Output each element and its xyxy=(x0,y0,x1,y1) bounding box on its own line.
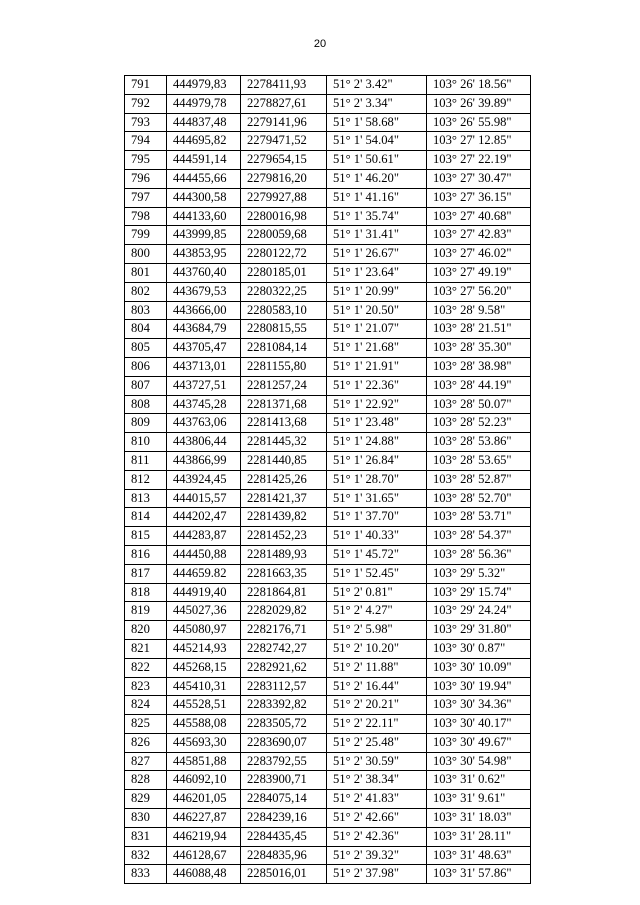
latitude-cell: 51° 2' 30.59" xyxy=(327,752,427,771)
x-coordinate-cell: 443999,85 xyxy=(167,226,241,245)
latitude-cell: 51° 2' 0.81" xyxy=(327,583,427,602)
point-number-cell: 824 xyxy=(125,696,167,715)
table-row xyxy=(125,508,531,527)
y-coordinate-cell: 2278411,93 xyxy=(241,76,327,95)
latitude-cell: 51° 1' 22.36" xyxy=(327,376,427,395)
x-coordinate-cell: 444283,87 xyxy=(167,527,241,546)
x-coordinate-cell: 443684,79 xyxy=(167,320,241,339)
y-coordinate-cell: 2283900,71 xyxy=(241,771,327,790)
longitude-cell: 103° 27' 36.15" xyxy=(427,188,531,207)
table-row xyxy=(125,245,531,264)
y-coordinate-cell: 2280322,25 xyxy=(241,282,327,301)
latitude-cell: 51° 1' 28.70" xyxy=(327,470,427,489)
x-coordinate-cell: 443727,51 xyxy=(167,376,241,395)
point-number-cell: 800 xyxy=(125,245,167,264)
latitude-cell: 51° 1' 31.41" xyxy=(327,226,427,245)
coordinates-table-body xyxy=(125,76,531,884)
y-coordinate-cell: 2279654,15 xyxy=(241,151,327,170)
x-coordinate-cell: 444015,57 xyxy=(167,489,241,508)
table-row xyxy=(125,207,531,226)
y-coordinate-cell: 2281663,35 xyxy=(241,564,327,583)
table-row xyxy=(125,827,531,846)
longitude-cell: 103° 28' 9.58" xyxy=(427,301,531,320)
y-coordinate-cell: 2281864,81 xyxy=(241,583,327,602)
point-number-cell: 805 xyxy=(125,339,167,358)
y-coordinate-cell: 2284075,14 xyxy=(241,790,327,809)
table-row xyxy=(125,846,531,865)
latitude-cell: 51° 2' 38.34" xyxy=(327,771,427,790)
y-coordinate-cell: 2279471,52 xyxy=(241,132,327,151)
point-number-cell: 791 xyxy=(125,76,167,95)
point-number-cell: 810 xyxy=(125,433,167,452)
point-number-cell: 792 xyxy=(125,94,167,113)
longitude-cell: 103° 28' 52.70" xyxy=(427,489,531,508)
longitude-cell: 103° 28' 21.51" xyxy=(427,320,531,339)
table-row xyxy=(125,583,531,602)
point-number-cell: 794 xyxy=(125,132,167,151)
x-coordinate-cell: 443806,44 xyxy=(167,433,241,452)
point-number-cell: 820 xyxy=(125,621,167,640)
x-coordinate-cell: 446219,94 xyxy=(167,827,241,846)
longitude-cell: 103° 28' 38.98" xyxy=(427,357,531,376)
point-number-cell: 813 xyxy=(125,489,167,508)
latitude-cell: 51° 1' 40.33" xyxy=(327,527,427,546)
latitude-cell: 51° 2' 10.20" xyxy=(327,639,427,658)
latitude-cell: 51° 1' 20.99" xyxy=(327,282,427,301)
y-coordinate-cell: 2280059,68 xyxy=(241,226,327,245)
x-coordinate-cell: 444837,48 xyxy=(167,113,241,132)
table-row xyxy=(125,76,531,95)
table-row xyxy=(125,865,531,884)
x-coordinate-cell: 445851,88 xyxy=(167,752,241,771)
latitude-cell: 51° 1' 31.65" xyxy=(327,489,427,508)
x-coordinate-cell: 445410,31 xyxy=(167,677,241,696)
x-coordinate-cell: 443666,00 xyxy=(167,301,241,320)
x-coordinate-cell: 446128,67 xyxy=(167,846,241,865)
table-row xyxy=(125,320,531,339)
point-number-cell: 833 xyxy=(125,865,167,884)
table-row xyxy=(125,564,531,583)
latitude-cell: 51° 1' 52.45" xyxy=(327,564,427,583)
x-coordinate-cell: 446092,10 xyxy=(167,771,241,790)
longitude-cell: 103° 30' 19.94" xyxy=(427,677,531,696)
point-number-cell: 802 xyxy=(125,282,167,301)
x-coordinate-cell: 445693,30 xyxy=(167,733,241,752)
y-coordinate-cell: 2279816,20 xyxy=(241,169,327,188)
x-coordinate-cell: 443866,99 xyxy=(167,451,241,470)
y-coordinate-cell: 2283792,55 xyxy=(241,752,327,771)
longitude-cell: 103° 27' 42.83" xyxy=(427,226,531,245)
table-row xyxy=(125,414,531,433)
point-number-cell: 809 xyxy=(125,414,167,433)
latitude-cell: 51° 2' 11.88" xyxy=(327,658,427,677)
x-coordinate-cell: 445268,15 xyxy=(167,658,241,677)
latitude-cell: 51° 2' 37.98" xyxy=(327,865,427,884)
latitude-cell: 51° 1' 50.61" xyxy=(327,151,427,170)
table-row xyxy=(125,395,531,414)
page-number: 20 xyxy=(313,38,327,50)
latitude-cell: 51° 2' 3.34" xyxy=(327,94,427,113)
point-number-cell: 798 xyxy=(125,207,167,226)
longitude-cell: 103° 27' 40.68" xyxy=(427,207,531,226)
longitude-cell: 103° 30' 34.36" xyxy=(427,696,531,715)
x-coordinate-cell: 446201,05 xyxy=(167,790,241,809)
longitude-cell: 103° 28' 53.86" xyxy=(427,433,531,452)
longitude-cell: 103° 28' 53.65" xyxy=(427,451,531,470)
latitude-cell: 51° 1' 26.84" xyxy=(327,451,427,470)
latitude-cell: 51° 2' 42.36" xyxy=(327,827,427,846)
y-coordinate-cell: 2281413,68 xyxy=(241,414,327,433)
latitude-cell: 51° 1' 23.48" xyxy=(327,414,427,433)
point-number-cell: 818 xyxy=(125,583,167,602)
latitude-cell: 51° 1' 37.70" xyxy=(327,508,427,527)
longitude-cell: 103° 31' 57.86" xyxy=(427,865,531,884)
x-coordinate-cell: 443679,53 xyxy=(167,282,241,301)
y-coordinate-cell: 2281489,93 xyxy=(241,545,327,564)
x-coordinate-cell: 444979,78 xyxy=(167,94,241,113)
longitude-cell: 103° 31' 0.62" xyxy=(427,771,531,790)
longitude-cell: 103° 26' 55.98" xyxy=(427,113,531,132)
table-row xyxy=(125,151,531,170)
longitude-cell: 103° 30' 49.67" xyxy=(427,733,531,752)
latitude-cell: 51° 2' 5.98" xyxy=(327,621,427,640)
table-row xyxy=(125,696,531,715)
table-row xyxy=(125,489,531,508)
point-number-cell: 830 xyxy=(125,809,167,828)
latitude-cell: 51° 1' 24.88" xyxy=(327,433,427,452)
table-row xyxy=(125,169,531,188)
point-number-cell: 796 xyxy=(125,169,167,188)
longitude-cell: 103° 31' 48.63" xyxy=(427,846,531,865)
longitude-cell: 103° 27' 30.47" xyxy=(427,169,531,188)
x-coordinate-cell: 445588,08 xyxy=(167,715,241,734)
table-row xyxy=(125,263,531,282)
y-coordinate-cell: 2283112,57 xyxy=(241,677,327,696)
point-number-cell: 819 xyxy=(125,602,167,621)
latitude-cell: 51° 2' 16.44" xyxy=(327,677,427,696)
y-coordinate-cell: 2280122,72 xyxy=(241,245,327,264)
longitude-cell: 103° 27' 46.02" xyxy=(427,245,531,264)
y-coordinate-cell: 2282176,71 xyxy=(241,621,327,640)
longitude-cell: 103° 30' 0.87" xyxy=(427,639,531,658)
point-number-cell: 806 xyxy=(125,357,167,376)
longitude-cell: 103° 28' 44.19" xyxy=(427,376,531,395)
latitude-cell: 51° 1' 54.04" xyxy=(327,132,427,151)
latitude-cell: 51° 1' 58.68" xyxy=(327,113,427,132)
table-row xyxy=(125,527,531,546)
table-row xyxy=(125,113,531,132)
x-coordinate-cell: 443713,01 xyxy=(167,357,241,376)
x-coordinate-cell: 443705,47 xyxy=(167,339,241,358)
table-row xyxy=(125,639,531,658)
latitude-cell: 51° 2' 4.27" xyxy=(327,602,427,621)
table-row xyxy=(125,94,531,113)
y-coordinate-cell: 2282029,82 xyxy=(241,602,327,621)
y-coordinate-cell: 2278827,61 xyxy=(241,94,327,113)
x-coordinate-cell: 446227,87 xyxy=(167,809,241,828)
x-coordinate-cell: 446088,48 xyxy=(167,865,241,884)
point-number-cell: 821 xyxy=(125,639,167,658)
point-number-cell: 828 xyxy=(125,771,167,790)
table-row xyxy=(125,470,531,489)
table-row xyxy=(125,715,531,734)
table-row xyxy=(125,790,531,809)
y-coordinate-cell: 2281084,14 xyxy=(241,339,327,358)
longitude-cell: 103° 27' 22.19" xyxy=(427,151,531,170)
y-coordinate-cell: 2280185,01 xyxy=(241,263,327,282)
y-coordinate-cell: 2280016,98 xyxy=(241,207,327,226)
latitude-cell: 51° 2' 3.42" xyxy=(327,76,427,95)
y-coordinate-cell: 2280583,10 xyxy=(241,301,327,320)
table-row xyxy=(125,658,531,677)
longitude-cell: 103° 27' 49.19" xyxy=(427,263,531,282)
x-coordinate-cell: 444202,47 xyxy=(167,508,241,527)
longitude-cell: 103° 28' 53.71" xyxy=(427,508,531,527)
table-row xyxy=(125,188,531,207)
y-coordinate-cell: 2281425,26 xyxy=(241,470,327,489)
x-coordinate-cell: 444300,58 xyxy=(167,188,241,207)
latitude-cell: 51° 1' 46.20" xyxy=(327,169,427,188)
y-coordinate-cell: 2283690,07 xyxy=(241,733,327,752)
table-row xyxy=(125,226,531,245)
longitude-cell: 103° 28' 52.23" xyxy=(427,414,531,433)
point-number-cell: 831 xyxy=(125,827,167,846)
y-coordinate-cell: 2282921,62 xyxy=(241,658,327,677)
table-row xyxy=(125,621,531,640)
latitude-cell: 51° 1' 20.50" xyxy=(327,301,427,320)
y-coordinate-cell: 2281439,82 xyxy=(241,508,327,527)
point-number-cell: 815 xyxy=(125,527,167,546)
longitude-cell: 103° 31' 18.03" xyxy=(427,809,531,828)
longitude-cell: 103° 28' 56.36" xyxy=(427,545,531,564)
table-row xyxy=(125,282,531,301)
longitude-cell: 103° 29' 24.24" xyxy=(427,602,531,621)
latitude-cell: 51° 1' 45.72" xyxy=(327,545,427,564)
point-number-cell: 823 xyxy=(125,677,167,696)
y-coordinate-cell: 2284435,45 xyxy=(241,827,327,846)
point-number-cell: 811 xyxy=(125,451,167,470)
y-coordinate-cell: 2281445,32 xyxy=(241,433,327,452)
latitude-cell: 51° 2' 41.83" xyxy=(327,790,427,809)
longitude-cell: 103° 26' 39.89" xyxy=(427,94,531,113)
point-number-cell: 803 xyxy=(125,301,167,320)
point-number-cell: 799 xyxy=(125,226,167,245)
longitude-cell: 103° 29' 15.74" xyxy=(427,583,531,602)
table-row xyxy=(125,376,531,395)
longitude-cell: 103° 26' 18.56" xyxy=(427,76,531,95)
longitude-cell: 103° 31' 28.11" xyxy=(427,827,531,846)
y-coordinate-cell: 2280815,55 xyxy=(241,320,327,339)
x-coordinate-cell: 444591,14 xyxy=(167,151,241,170)
longitude-cell: 103° 28' 52.87" xyxy=(427,470,531,489)
y-coordinate-cell: 2279141,96 xyxy=(241,113,327,132)
longitude-cell: 103° 29' 31.80" xyxy=(427,621,531,640)
point-number-cell: 822 xyxy=(125,658,167,677)
latitude-cell: 51° 2' 22.11" xyxy=(327,715,427,734)
x-coordinate-cell: 443924,45 xyxy=(167,470,241,489)
longitude-cell: 103° 30' 54.98" xyxy=(427,752,531,771)
longitude-cell: 103° 27' 12.85" xyxy=(427,132,531,151)
point-number-cell: 829 xyxy=(125,790,167,809)
table-row xyxy=(125,451,531,470)
point-number-cell: 807 xyxy=(125,376,167,395)
point-number-cell: 816 xyxy=(125,545,167,564)
x-coordinate-cell: 445080,97 xyxy=(167,621,241,640)
latitude-cell: 51° 1' 35.74" xyxy=(327,207,427,226)
latitude-cell: 51° 1' 22.92" xyxy=(327,395,427,414)
y-coordinate-cell: 2284239,16 xyxy=(241,809,327,828)
x-coordinate-cell: 444919,40 xyxy=(167,583,241,602)
table-row xyxy=(125,771,531,790)
longitude-cell: 103° 28' 54.37" xyxy=(427,527,531,546)
x-coordinate-cell: 443760,40 xyxy=(167,263,241,282)
y-coordinate-cell: 2281371,68 xyxy=(241,395,327,414)
latitude-cell: 51° 2' 39.32" xyxy=(327,846,427,865)
longitude-cell: 103° 31' 9.61" xyxy=(427,790,531,809)
longitude-cell: 103° 30' 40.17" xyxy=(427,715,531,734)
x-coordinate-cell: 443853,95 xyxy=(167,245,241,264)
latitude-cell: 51° 2' 42.66" xyxy=(327,809,427,828)
table-row xyxy=(125,301,531,320)
latitude-cell: 51° 1' 23.64" xyxy=(327,263,427,282)
latitude-cell: 51° 1' 41.16" xyxy=(327,188,427,207)
table-row xyxy=(125,733,531,752)
point-number-cell: 832 xyxy=(125,846,167,865)
x-coordinate-cell: 445027,36 xyxy=(167,602,241,621)
y-coordinate-cell: 2283392,82 xyxy=(241,696,327,715)
point-number-cell: 817 xyxy=(125,564,167,583)
latitude-cell: 51° 2' 25.48" xyxy=(327,733,427,752)
x-coordinate-cell: 443745,28 xyxy=(167,395,241,414)
point-number-cell: 826 xyxy=(125,733,167,752)
latitude-cell: 51° 1' 21.68" xyxy=(327,339,427,358)
table-row xyxy=(125,752,531,771)
table-row xyxy=(125,433,531,452)
coordinates-table xyxy=(124,75,531,884)
y-coordinate-cell: 2283505,72 xyxy=(241,715,327,734)
point-number-cell: 812 xyxy=(125,470,167,489)
latitude-cell: 51° 1' 21.07" xyxy=(327,320,427,339)
table-row xyxy=(125,602,531,621)
longitude-cell: 103° 28' 35.30" xyxy=(427,339,531,358)
y-coordinate-cell: 2279927,88 xyxy=(241,188,327,207)
x-coordinate-cell: 444455,66 xyxy=(167,169,241,188)
y-coordinate-cell: 2281155,80 xyxy=(241,357,327,376)
table-row xyxy=(125,357,531,376)
point-number-cell: 825 xyxy=(125,715,167,734)
point-number-cell: 827 xyxy=(125,752,167,771)
x-coordinate-cell: 444979,83 xyxy=(167,76,241,95)
latitude-cell: 51° 2' 20.21" xyxy=(327,696,427,715)
x-coordinate-cell: 444450,88 xyxy=(167,545,241,564)
y-coordinate-cell: 2281440,85 xyxy=(241,451,327,470)
longitude-cell: 103° 28' 50.07" xyxy=(427,395,531,414)
point-number-cell: 801 xyxy=(125,263,167,282)
y-coordinate-cell: 2285016,01 xyxy=(241,865,327,884)
x-coordinate-cell: 445528,51 xyxy=(167,696,241,715)
table-row xyxy=(125,545,531,564)
y-coordinate-cell: 2281257,24 xyxy=(241,376,327,395)
longitude-cell: 103° 30' 10.09" xyxy=(427,658,531,677)
x-coordinate-cell: 444695,82 xyxy=(167,132,241,151)
y-coordinate-cell: 2282742,27 xyxy=(241,639,327,658)
latitude-cell: 51° 1' 21.91" xyxy=(327,357,427,376)
point-number-cell: 797 xyxy=(125,188,167,207)
table-row xyxy=(125,677,531,696)
longitude-cell: 103° 29' 5.32" xyxy=(427,564,531,583)
y-coordinate-cell: 2281452,23 xyxy=(241,527,327,546)
point-number-cell: 795 xyxy=(125,151,167,170)
table-row xyxy=(125,132,531,151)
x-coordinate-cell: 443763,06 xyxy=(167,414,241,433)
latitude-cell: 51° 1' 26.67" xyxy=(327,245,427,264)
point-number-cell: 804 xyxy=(125,320,167,339)
point-number-cell: 808 xyxy=(125,395,167,414)
x-coordinate-cell: 444659.82 xyxy=(167,564,241,583)
point-number-cell: 814 xyxy=(125,508,167,527)
longitude-cell: 103° 27' 56.20" xyxy=(427,282,531,301)
x-coordinate-cell: 444133,60 xyxy=(167,207,241,226)
table-row xyxy=(125,339,531,358)
x-coordinate-cell: 445214,93 xyxy=(167,639,241,658)
point-number-cell: 793 xyxy=(125,113,167,132)
y-coordinate-cell: 2284835,96 xyxy=(241,846,327,865)
table-row xyxy=(125,809,531,828)
y-coordinate-cell: 2281421,37 xyxy=(241,489,327,508)
